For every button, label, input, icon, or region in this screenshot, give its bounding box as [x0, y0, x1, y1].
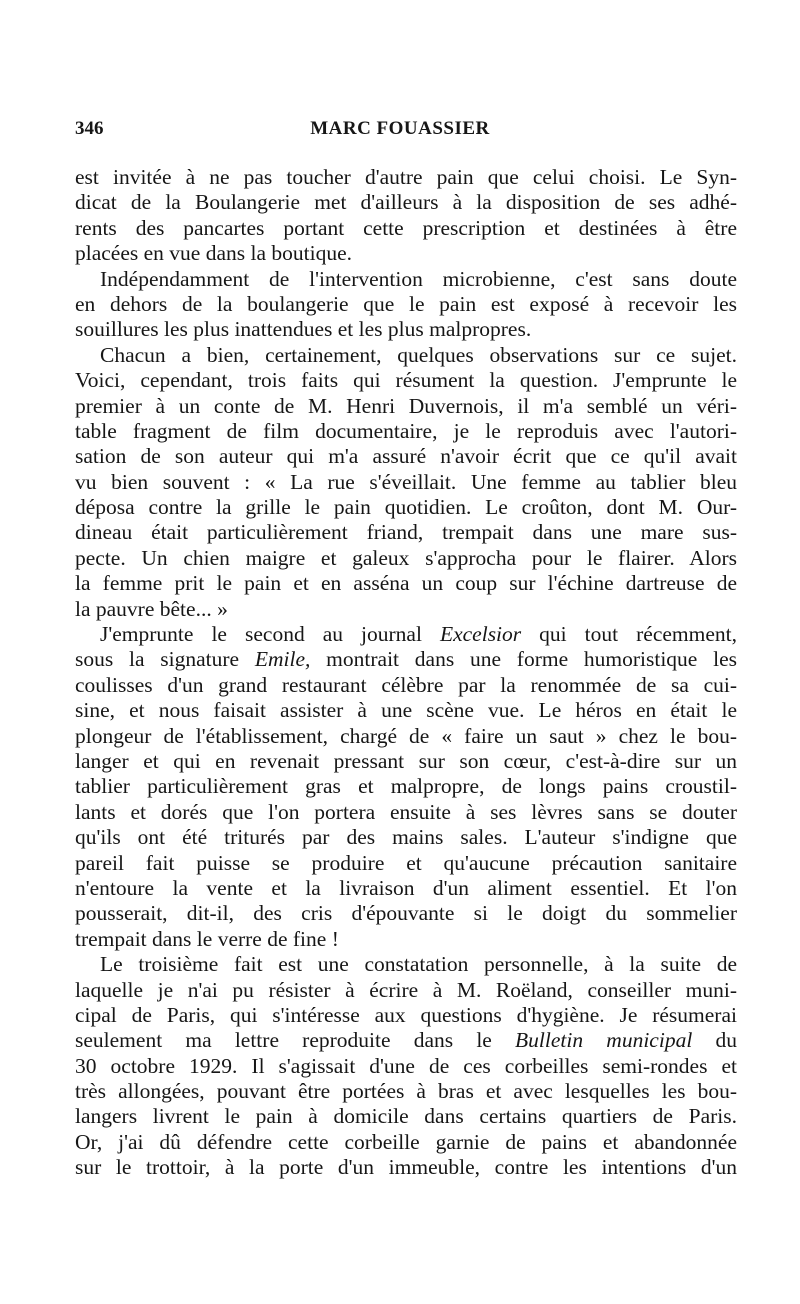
italic-title: Excelsior	[439, 622, 522, 647]
text-line: table fragment de film documentaire, je le reproduis avec l'autori-	[75, 418, 737, 443]
text-line: Indépendamment de l'intervention microbienne, c'est sans doute	[100, 266, 737, 291]
italic-title: Bulletin municipal	[515, 1028, 693, 1053]
text-line: cipal de Paris, qui s'intéresse aux questions d'hygiène. Je résumerai	[75, 1002, 737, 1027]
text-line: 30 octobre 1929. Il s'agissait d'une de ces corbeilles semi-rondes et	[75, 1053, 737, 1078]
text-line: est invitée à ne pas toucher d'autre pain que celui choisi. Le Syn-	[75, 165, 737, 189]
text-line: déposa contre la grille le pain quotidien. Le croûton, dont M. Our-	[75, 495, 737, 520]
text-line: sine, et nous faisait assister à une scène vue. Le héros en était le	[75, 698, 737, 723]
text-line: en dehors de la boulangerie que le pain est exposé à recevoir les	[75, 291, 737, 316]
text-segment: J'emprunte le second au journal	[100, 622, 440, 647]
text-line: trempait dans le verre de fine !	[75, 926, 339, 951]
text-line: tablier particulièrement gras et malpropre, de longs pains croustil-	[75, 774, 737, 799]
text-line: sur le trottoir, à la porte d'un immeuble, contre les intentions d'un	[75, 1155, 737, 1180]
text-line	[75, 647, 737, 672]
text-line: Or, j'ai dû défendre cette corbeille garnie de pains et abandonnée	[75, 1129, 737, 1154]
text-line: pareil fait puisse se produire et qu'aucune précaution sanitaire	[75, 850, 737, 875]
text-line: vu bien souvent : « La rue s'éveillait. Une femme au tablier bleu	[75, 469, 737, 494]
text-line: dineau était particulièrement friand, trempait dans une mare sus-	[75, 520, 737, 545]
text-line: n'entoure la vente et la livraison d'un aliment essentiel. Et l'on	[75, 875, 737, 900]
text-line: lants et dorés que l'on portera ensuite à ses lèvres sans se douter	[75, 799, 737, 824]
text-line: langers livrent le pain à domicile dans certains quartiers de Paris.	[75, 1104, 737, 1129]
text-line: laquelle je n'ai pu résister à écrire à M. Roëland, conseiller muni-	[75, 977, 737, 1002]
text-line: la femme prit le pain et en asséna un coup sur l'échine dartreuse de	[75, 571, 737, 596]
text-segment: seulement ma lettre reproduite dans le	[75, 1028, 516, 1053]
text-line: Chacun a bien, certainement, quelques observations sur ce sujet.	[100, 342, 737, 367]
page-header	[0, 118, 800, 148]
text-line: très allongées, pouvant être portées à bras et avec lesquelles les bou-	[75, 1079, 737, 1104]
text-line: premier à un conte de M. Henri Duvernois, il m'a semblé un véri-	[75, 393, 737, 418]
text-line: Le troisième fait est une constatation personnelle, à la suite de	[100, 952, 737, 977]
text-segment: qui tout récemment,	[521, 622, 738, 647]
text-line: langer et qui en revenait pressant sur son cœur, c'est-à-dire sur un	[75, 748, 737, 773]
page-number: 346	[75, 118, 104, 139]
text-line	[75, 1028, 737, 1053]
italic-title: Emile,	[254, 647, 311, 672]
text-line: plongeur de l'établissement, chargé de « faire un saut » chez le bou-	[75, 723, 737, 748]
text-line: dicat de la Boulangerie met d'ailleurs à la disposition de ses adhé-	[75, 190, 737, 215]
text-line: placées en vue dans la boutique.	[75, 241, 353, 266]
text-line: qu'ils ont été triturés par des mains sales. L'auteur s'indigne que	[75, 825, 737, 850]
text-line: souillures les plus inattendues et les plus malpropres.	[75, 317, 532, 342]
body-text	[75, 165, 737, 1181]
text-line: la pauvre bête... »	[75, 596, 228, 621]
text-line: Voici, cependant, trois faits qui résument la question. J'emprunte le	[75, 368, 737, 393]
text-line: rents des pancartes portant cette prescription et destinées à être	[75, 215, 737, 240]
running-head: MARC FOUASSIER	[310, 118, 490, 139]
text-line: sation de son auteur qui m'a assuré n'avoir écrit que ce qu'il avait	[75, 444, 737, 469]
text-line: pousserait, dit-il, des cris d'épouvante si le doigt du sommelier	[75, 901, 737, 926]
text-segment: montrait dans une forme humoristique les	[310, 647, 738, 672]
text-line	[75, 622, 737, 647]
text-line: pecte. Un chien maigre et galeux s'approcha pour le flairer. Alors	[75, 545, 737, 570]
text-segment: du	[692, 1028, 738, 1053]
text-segment: sous la signature	[75, 647, 255, 672]
text-line: coulisses d'un grand restaurant célèbre par la renommée de sa cui-	[75, 672, 737, 697]
